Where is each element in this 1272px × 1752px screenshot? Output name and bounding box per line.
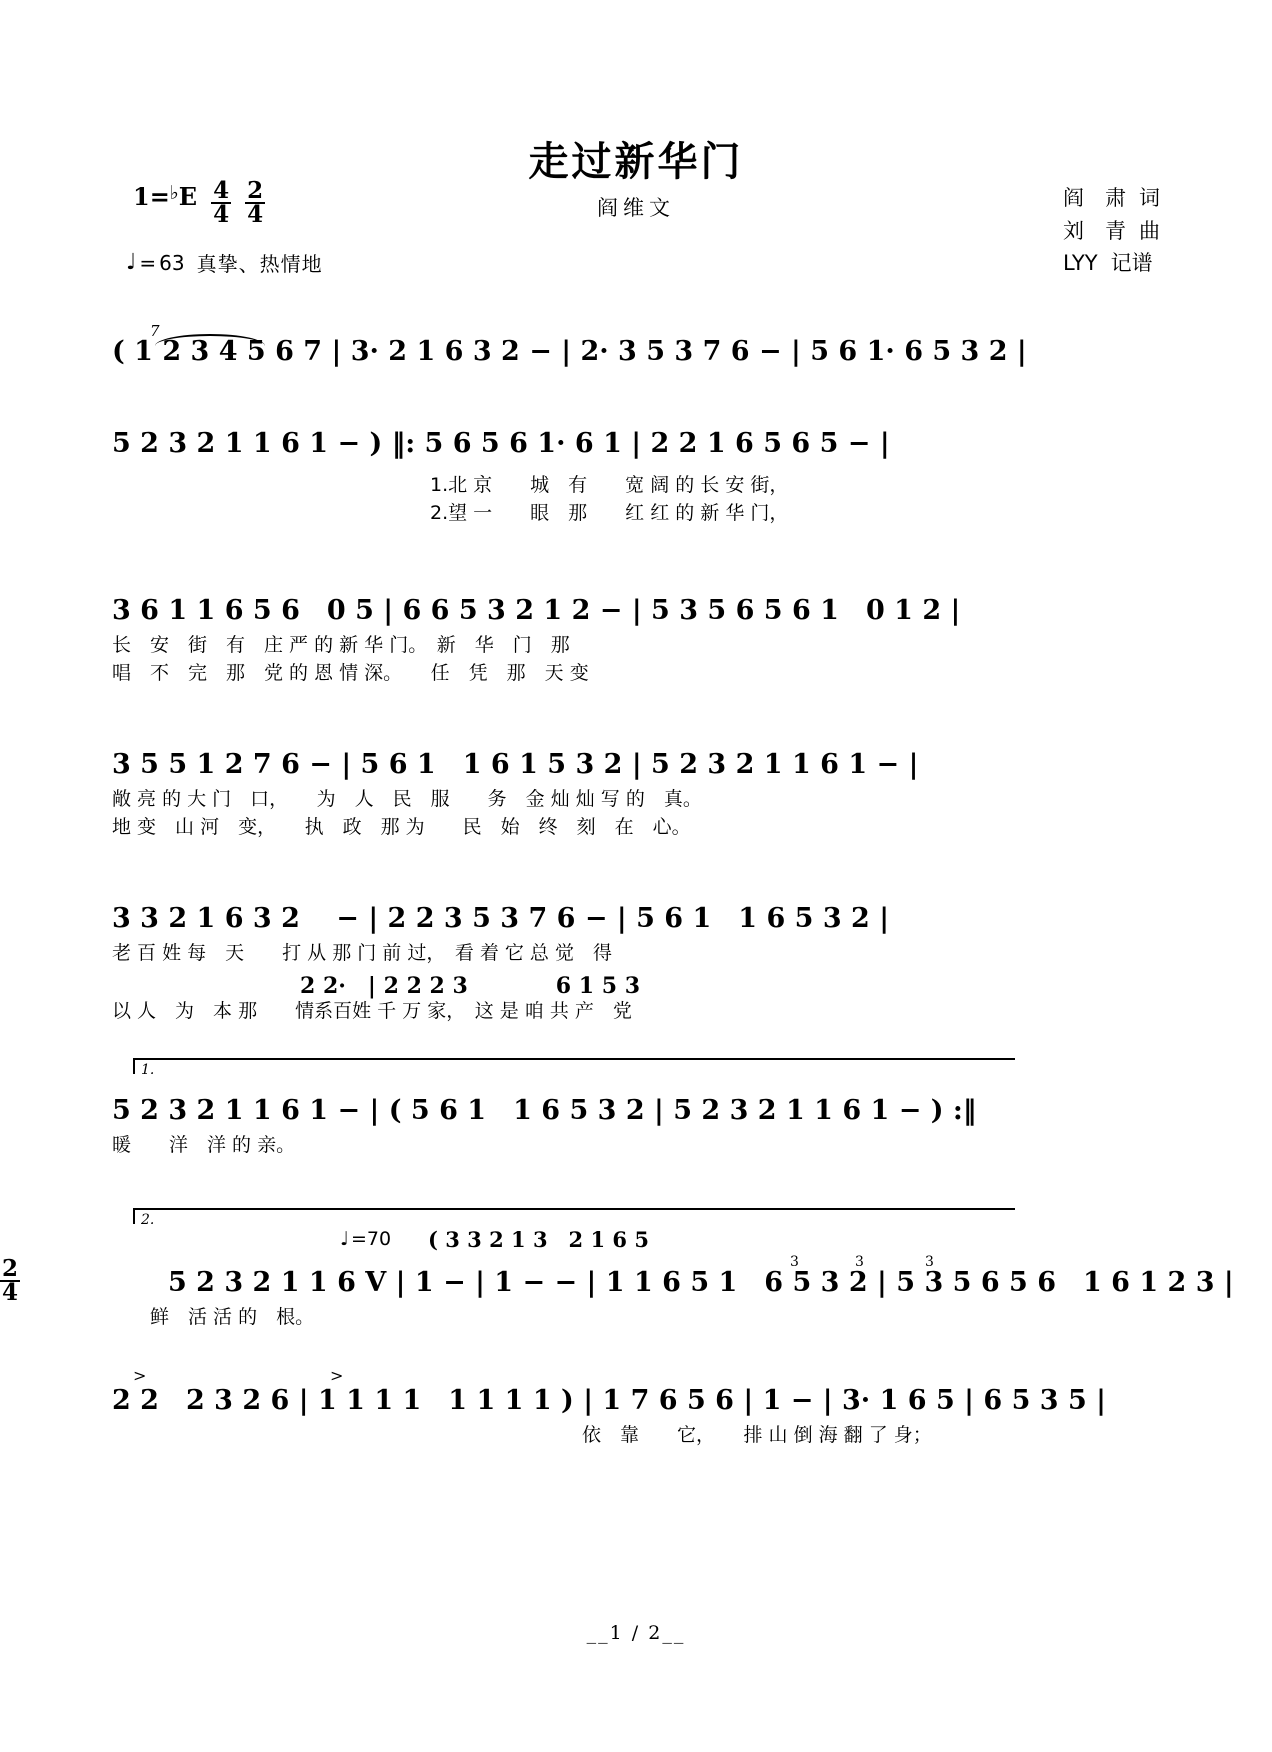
accent-mark: >	[330, 1366, 344, 1385]
score-row-6	[0, 1062, 1272, 1157]
meter-numerator: 4	[213, 177, 230, 204]
time-signature-2	[245, 177, 265, 228]
volta-number: 2.	[141, 1212, 155, 1228]
quarter-note-icon: ♩	[126, 250, 137, 275]
meter-denominator: 4	[247, 200, 264, 228]
volta-bracket-1	[133, 1058, 1015, 1078]
volta-number: 1.	[141, 1062, 155, 1078]
lyric-line-verse1: 老 百 姓 每 天 打 从 那 门 前 过， 看 着 它 总 觉 得	[112, 942, 612, 964]
lyric-line: 鲜 活 活 的 根。	[150, 1306, 315, 1328]
page-number-value: 1 / 2	[609, 1622, 663, 1644]
tempo-value: 63	[159, 250, 185, 275]
page-title: 走过新华门	[528, 139, 744, 185]
tempo-marking	[126, 248, 323, 277]
notation-line: ( 1 2 3 4 5 6 7 | 3· 2 1 6 3 2 − | 2· 3 5 3 7 6 − | 5 6 1· 6 5 3 2 |	[112, 336, 1027, 367]
key-label: 1=	[133, 182, 170, 211]
credit-line	[1063, 182, 1160, 215]
credit-line	[1063, 247, 1160, 280]
notation-line: 5 2 3 2 1 1 6 1 − ) ‖: 5 6 5 6 1· 6 1 | 2 2 1 6 5 6 5 − |	[112, 428, 890, 459]
notation-line: 3 3 2 1 6 3 2 − | 2 2 3 5 3 7 6 − | 5 6 1 1 6 5 3 2 |	[112, 903, 890, 934]
pickup-notation: ( 3 3 2 1 3 2 1 6 5	[428, 1227, 649, 1252]
notation-line: 5 2 3 2 1 1 6 V | 1 − | 1 − − | 1 1 6 5 1 6 5 3 2 | 5 3 5 6 5 6 1 6 1 2 3 |	[168, 1267, 1234, 1298]
quarter-note-icon: ♩	[340, 1228, 349, 1250]
score-row-4	[0, 742, 1272, 839]
notation-line: 2 2 2 3 2 6 | 1 1 1 1 1 1 1 1 ) | 1 7 6 5 6 | 1 − | 3· 1 6 5 | 6 5 3 5 |	[112, 1385, 1106, 1416]
lyric-line: 依 靠 它， 排 山 倒 海 翻 了 身；	[430, 1424, 932, 1446]
meter-denominator: 4	[2, 1278, 19, 1306]
meter-denominator: 4	[213, 200, 230, 228]
score-row-7	[0, 1212, 1272, 1329]
key-letter: E	[178, 182, 198, 211]
credits-block	[1063, 182, 1160, 280]
page-number-suffix: __	[662, 1622, 686, 1644]
bracket-number: 7	[150, 322, 160, 340]
composer-name: 刘 青	[1063, 218, 1126, 243]
lyric-line-verse1: 敞 亮 的 大 门 口， 为 人 民 服 务 金 灿 灿 写 的 真。	[112, 788, 702, 810]
meter-numerator: 2	[2, 1255, 19, 1282]
lyric-line-verse1: 1.北 京 城 有 宽 阔 的 长 安 街，	[430, 474, 789, 496]
score-row-8	[0, 1366, 1272, 1447]
notation-line: 5 2 3 2 1 1 6 1 − | ( 5 6 1 1 6 5 3 2 | 5 2 3 2 1 1 6 1 − ) :‖	[112, 1095, 977, 1126]
performer-name: 阎维文	[597, 196, 675, 220]
key-accidental: ♭	[169, 182, 179, 204]
triplet-number: 3	[925, 1254, 934, 1270]
page-number	[0, 1622, 1272, 1644]
volta-bracket-2	[133, 1208, 1015, 1228]
triplet-number: 3	[790, 1254, 799, 1270]
time-signature-1	[211, 177, 231, 228]
score-row-2	[0, 428, 1272, 525]
credit-line	[1063, 215, 1160, 248]
notation-line: 3 5 5 1 2 7 6 − | 5 6 1 1 6 1 5 3 2 | 5 2 3 2 1 1 6 1 − |	[112, 749, 919, 780]
lyric-line: 暖 洋 洋 的 亲。	[112, 1134, 296, 1156]
lyric-line-verse2: 2.望 一 眼 那 红 红 的 新 华 门，	[430, 502, 789, 524]
time-signature-row7	[0, 1255, 20, 1306]
lyric-line-verse2: 地 变 山 河 变， 执 政 那 为 民 始 终 刻 在 心。	[112, 816, 691, 838]
notation-line: 3 6 1 1 6 5 6 0 5 | 6 6 5 3 2 1 2 − | 5 3 5 6 5 6 1 0 1 2 |	[112, 595, 961, 626]
lyricist-role: 词	[1139, 186, 1160, 210]
expression-marking: 真挚、热情地	[196, 252, 323, 276]
accent-mark: >	[133, 1366, 147, 1385]
score-row-5	[0, 896, 1272, 1023]
composer-role: 曲	[1139, 218, 1160, 243]
lyricist-name: 阎 肃	[1063, 186, 1126, 210]
notation-line-alt: 2 2· | 2 2 2 3 6 1 5 3	[300, 973, 641, 999]
meter-numerator: 2	[247, 177, 264, 204]
tempo-marking-2	[340, 1228, 391, 1250]
tempo-value: =70	[350, 1228, 392, 1250]
lyric-line-verse2: 以 人 为 本 那 情系百姓 千 万 家， 这 是 咱 共 产 党	[112, 1000, 632, 1022]
triplet-number: 3	[855, 1254, 864, 1270]
transcriber-name: LYY	[1063, 251, 1098, 276]
lyric-line-verse1: 长 安 街 有 庄 严 的 新 华 门。 新 华 门 那	[112, 634, 570, 656]
score-row-3	[0, 588, 1272, 685]
transcriber-role: 记谱	[1110, 251, 1153, 276]
page-number-prefix: __	[586, 1622, 610, 1644]
score-row-1	[0, 322, 1272, 378]
key-signature	[133, 177, 265, 228]
lyric-line-verse2: 唱 不 完 那 党 的 恩 情 深。 任 凭 那 天 变	[112, 662, 589, 684]
tempo-equals: =	[139, 250, 157, 275]
